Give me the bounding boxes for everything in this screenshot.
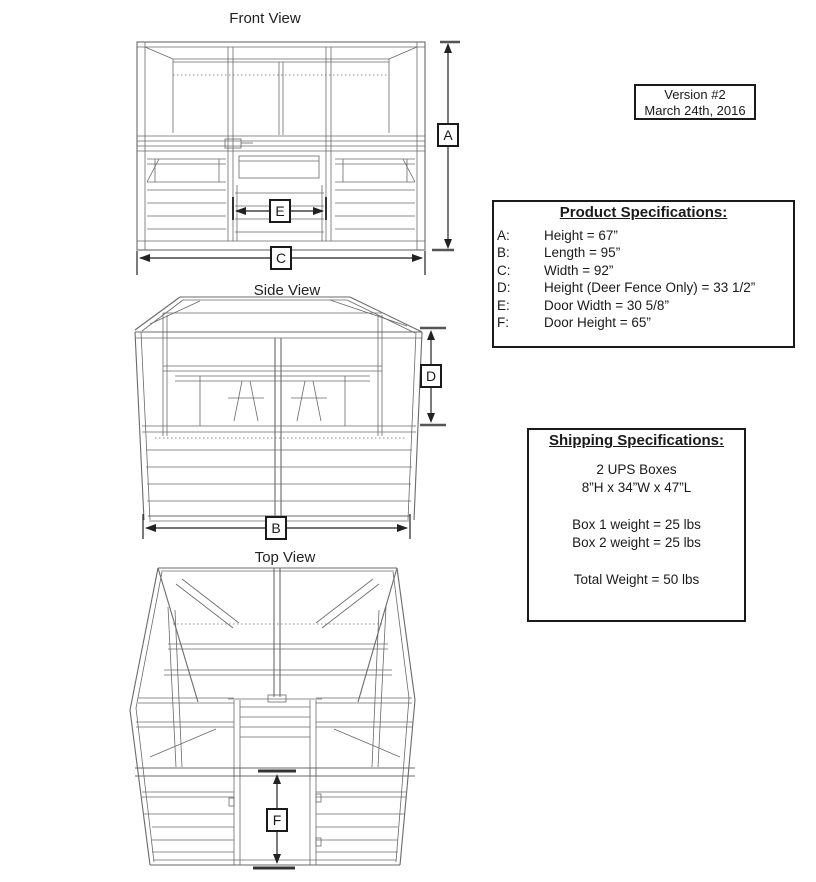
dim-label-E: E bbox=[275, 203, 285, 219]
version-box bbox=[634, 84, 756, 120]
side-view-title: Side View bbox=[253, 282, 321, 299]
dimension-F bbox=[253, 771, 296, 868]
total-weight-line: Total Weight = 50 lbs bbox=[573, 572, 700, 587]
dim-label-B: B bbox=[271, 520, 281, 536]
top-view-svg bbox=[98, 552, 448, 882]
spec-value: Height = 67” bbox=[544, 228, 618, 243]
total-weight-group bbox=[529, 571, 744, 589]
version-number: Version #2 bbox=[664, 87, 726, 102]
spec-key: D: bbox=[497, 280, 511, 296]
ups-boxes-line: 2 UPS Boxes bbox=[596, 462, 677, 477]
spec-row-a bbox=[494, 227, 793, 244]
shipping-boxes-group bbox=[529, 461, 744, 496]
dim-label-F: F bbox=[272, 812, 282, 828]
spec-key: B: bbox=[497, 245, 510, 261]
box-dimensions-line: 8”H x 34”W x 47”L bbox=[581, 479, 692, 495]
spec-value: Door Width = 30 5/8” bbox=[544, 297, 669, 313]
version-date: March 24th, 2016 bbox=[644, 103, 746, 118]
dim-label-D: D bbox=[425, 368, 437, 384]
side-view-drawing bbox=[135, 297, 422, 521]
spec-key: E: bbox=[497, 297, 510, 313]
spec-row-d bbox=[494, 279, 793, 296]
hinge-fitting bbox=[229, 798, 234, 806]
dimension-D bbox=[420, 328, 446, 425]
spec-value: Height (Deer Fence Only) = 33 1/2” bbox=[544, 280, 756, 296]
front-view-title: Front View bbox=[229, 10, 301, 27]
shipping-specs-box bbox=[527, 428, 746, 622]
top-view-title: Top View bbox=[254, 549, 316, 566]
spec-key: A: bbox=[497, 228, 510, 243]
shipping-specs-title: Shipping Specifications: bbox=[548, 432, 724, 449]
hinge-fitting bbox=[316, 794, 321, 802]
box-weights-group bbox=[529, 516, 744, 551]
spec-value: Width = 92” bbox=[544, 262, 614, 278]
spec-key: C: bbox=[497, 262, 511, 278]
dimension-C bbox=[137, 247, 425, 275]
dim-label-A: A bbox=[443, 127, 453, 143]
spec-row-b bbox=[494, 244, 793, 261]
dimension-A bbox=[432, 42, 460, 250]
spec-row-e bbox=[494, 297, 793, 314]
spec-row-c bbox=[494, 262, 793, 279]
product-specs-rows bbox=[494, 227, 793, 331]
side-view-svg bbox=[120, 288, 470, 544]
spec-row-f bbox=[494, 314, 793, 331]
hinge-fitting bbox=[316, 838, 321, 846]
spec-value: Length = 95” bbox=[544, 245, 621, 261]
dim-label-C: C bbox=[275, 250, 287, 266]
box2-weight-line: Box 2 weight = 25 lbs bbox=[572, 534, 701, 550]
dimension-B bbox=[143, 514, 410, 539]
product-specs-box bbox=[492, 200, 795, 348]
box1-weight-line: Box 1 weight = 25 lbs bbox=[572, 517, 701, 532]
front-view-svg bbox=[125, 35, 470, 277]
spec-key: F: bbox=[497, 315, 509, 331]
product-specs-title: Product Specifications: bbox=[559, 204, 728, 221]
spec-value: Door Height = 65” bbox=[544, 315, 651, 331]
